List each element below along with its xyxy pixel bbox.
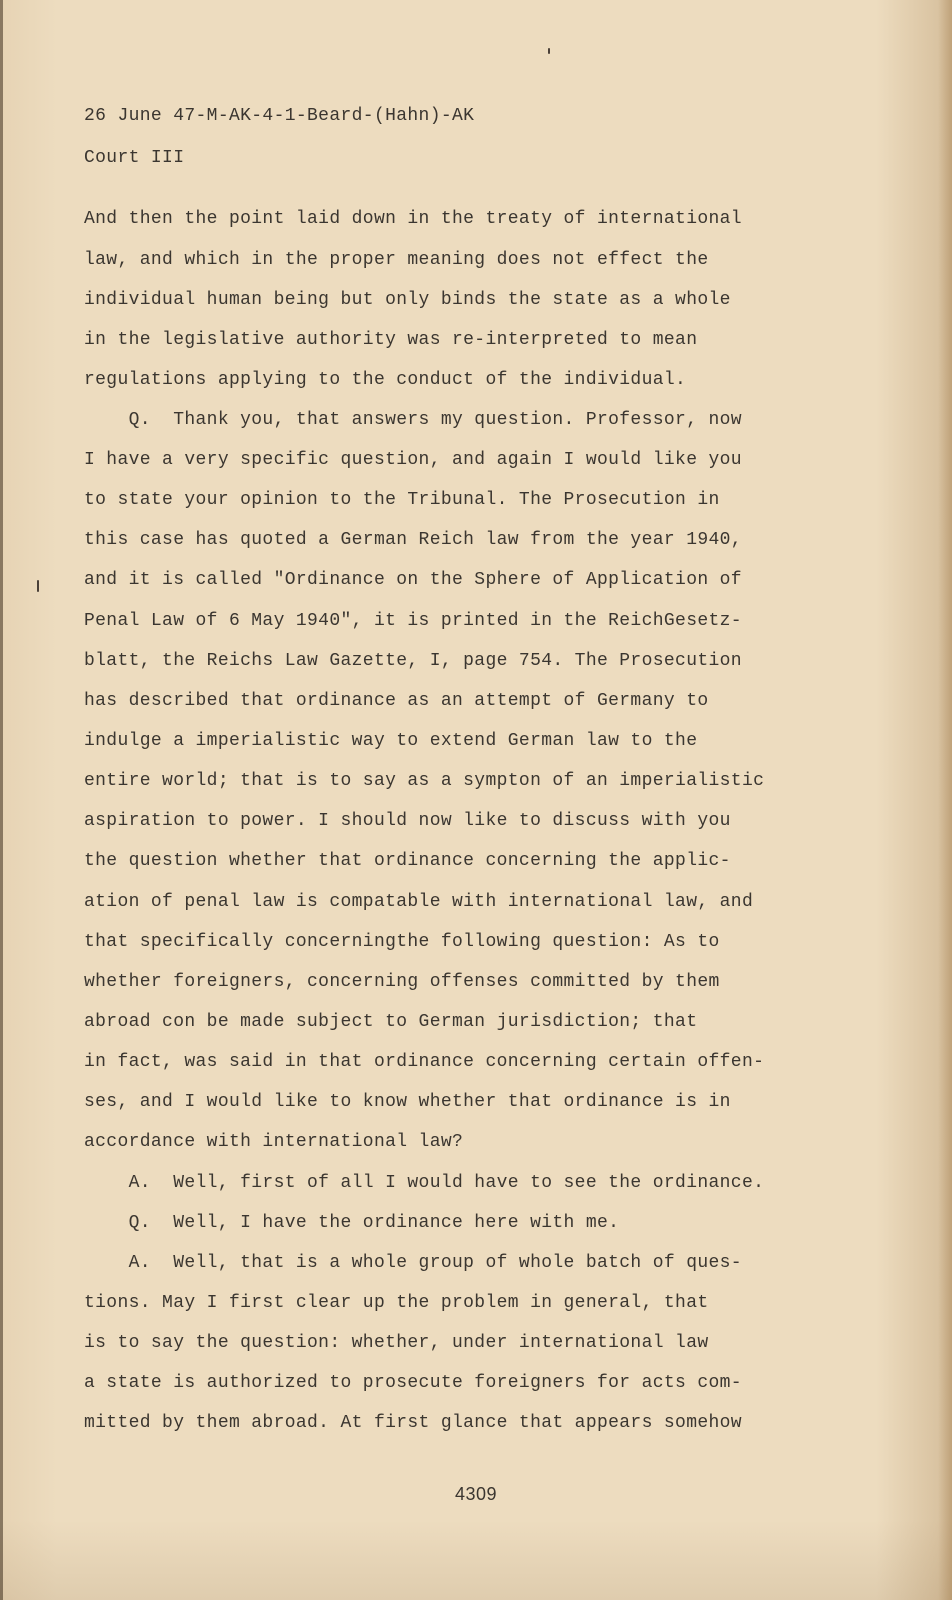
body-line: aspiration to power. I should now like to discuss with you (84, 811, 731, 831)
body-line: I have a very specific question, and again I would like you (84, 450, 742, 470)
body-line: has described that ordinance as an attempt of Germany to (84, 691, 709, 711)
header-court: Court III (84, 148, 185, 168)
body-line: ses, and I would like to know whether that ordinance is in (84, 1092, 731, 1112)
header-reference: 26 June 47-M-AK-4-1-Beard-(Hahn)-AK (84, 106, 475, 126)
body-line: Q. Well, I have the ordinance here with me. (84, 1213, 620, 1233)
body-line: mitted by them abroad. At first glance that appears somehow (84, 1413, 742, 1433)
body-line: indulge a imperialistic way to extend German law to the (84, 731, 698, 751)
body-line: abroad con be made subject to German jurisdiction; that (84, 1012, 698, 1032)
body-line: law, and which in the proper meaning does not effect the (84, 250, 709, 270)
body-line: ation of penal law is compatable with international law, and (84, 892, 754, 912)
body-line: entire world; that is to say as a sympton of an imperialistic (84, 771, 765, 791)
body-line: to state your opinion to the Tribunal. The Prosecution in (84, 490, 720, 510)
body-line: Q. Thank you, that answers my question. Professor, now (84, 410, 742, 430)
body-line: A. Well, first of all I would have to see the ordinance. (84, 1173, 765, 1193)
body-line: in the legislative authority was re-interpreted to mean (84, 330, 698, 350)
body-line: accordance with international law? (84, 1132, 464, 1152)
body-line: tions. May I first clear up the problem in general, that (84, 1293, 709, 1313)
body-line: and it is called "Ordinance on the Sphere of Application of (84, 570, 742, 590)
body-line: regulations applying to the conduct of the individual. (84, 370, 687, 390)
body-line: Penal Law of 6 May 1940", it is printed in the ReichGesetz- (84, 611, 742, 631)
paper-speck (548, 48, 550, 54)
body-line: individual human being but only binds the state as a whole (84, 290, 731, 310)
paper-speck (37, 580, 39, 592)
body-line: this case has quoted a German Reich law from the year 1940, (84, 530, 742, 550)
body-line: is to say the question: whether, under international law (84, 1333, 709, 1353)
body-line: that specifically concerningthe following question: As to (84, 932, 720, 952)
body-line: in fact, was said in that ordinance concerning certain offen- (84, 1052, 765, 1072)
body-line: a state is authorized to prosecute foreigners for acts com- (84, 1373, 742, 1393)
page-left-edge (0, 0, 3, 1600)
body-line: the question whether that ordinance concerning the applic- (84, 851, 731, 871)
body-line: A. Well, that is a whole group of whole batch of ques- (84, 1253, 742, 1273)
body-line: whether foreigners, concerning offenses committed by them (84, 972, 720, 992)
body-line: blatt, the Reichs Law Gazette, I, page 754. The Prosecution (84, 651, 742, 671)
page-number: 4309 (454, 1484, 498, 1504)
page-right-edge-shadow (938, 0, 952, 1600)
body-line: And then the point laid down in the treaty of international (84, 209, 742, 229)
